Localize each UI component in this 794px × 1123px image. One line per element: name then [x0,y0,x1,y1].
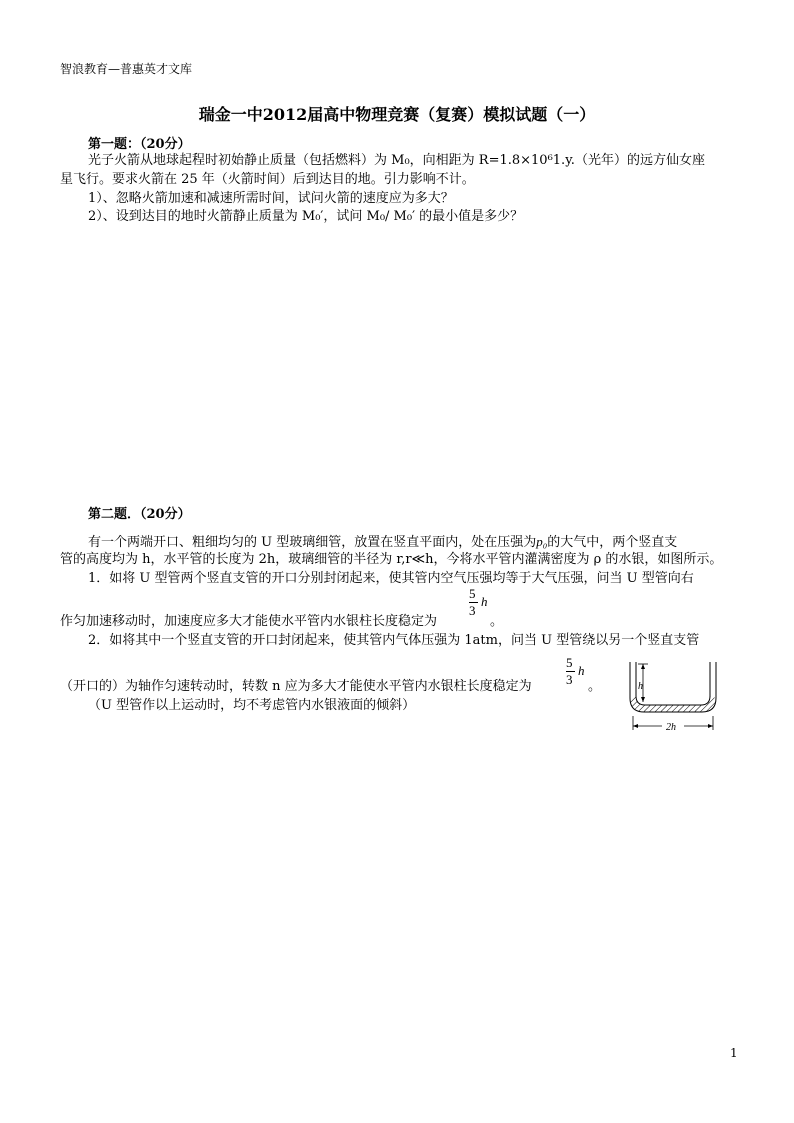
fraction-numerator: 5 [566,655,573,670]
q2-line1-part1: 有一个两端开口、粗细均匀的 U 型玻璃细管，放置在竖直平面内，处在压强为 [88,535,537,550]
arrow-left-icon [633,724,638,728]
q2-line1 [88,532,677,552]
fraction-variable: h [481,594,488,609]
height-label: h [638,681,643,692]
document-source-header: 智浪教育—普惠英才文库 [60,62,193,76]
arrow-up-icon [641,664,645,669]
fraction-denominator: 3 [566,672,573,687]
fraction-variable: h [578,663,585,678]
fraction-numerator: 5 [469,586,476,601]
q2-item1-line1: 1．如将 U 型管两个竖直支管的开口分别封闭起来，使其管内空气压强均等于大气压强，问当 U 型管向右 [88,571,694,586]
p0-symbol: p₀ [536,534,548,549]
q2-note: （U 型管作以上运动时，均不考虑管内水银液面的倾斜） [88,698,416,713]
q2-item2-line1: 2．如将其中一个竖直支管的开口封闭起来，使其管内气体压强为 1atm，问当 U 型管绕以另一个竖直支管 [88,633,700,648]
q1-item2: 2）、设到达目的地时火箭静止质量为 M₀′，试问 M₀/ M₀′ 的最小值是多少？ [88,209,524,224]
fraction-denominator: 3 [469,603,476,618]
q2-heading: 第二题．（20分） [88,507,191,522]
page-title: 瑞金一中2012届高中物理竞赛（复赛）模拟试题（一） [198,105,596,124]
arrow-right-icon [708,724,713,728]
q1-line1: 光子火箭从地球起程时初始静止质量（包括燃料）为 M₀，向相距为 R=1.8×10⁶1.y.（光年）的远方仙女座 [88,153,705,168]
arrow-down-icon [641,697,645,702]
width-label: 2h [666,722,676,733]
q2-line1-part2: 的大气中，两个竖直支 [547,535,678,550]
page-number: 1 [730,1046,738,1060]
q2-item1-line2: 作匀加速移动时，加速度应多大才能使水平管内水银柱长度稳定为 [60,614,438,629]
q2-item1-period: 。 [490,614,504,629]
q1-line2: 星飞行。要求火箭在 25 年（火箭时间）后到达目的地。引力影响不计。 [60,172,475,187]
q2-line2: 管的高度均为 h，水平管的长度为 2h，玻璃细管的半径为 r,r≪h，今将水平管内灌满密度为 ρ 的水银，如图所示。 [60,552,723,567]
q2-item2-line2: （开口的）为轴作匀速转动时，转数 n 应为多大才能使水平管内水银柱长度稳定为 [60,679,532,694]
q1-heading: 第一题：（20分） [88,137,191,152]
q2-item2-period: 。 [588,679,602,694]
q1-item1: 1）、忽略火箭加速和减速所需时间，试问火箭的速度应为多大？ [88,191,454,206]
u-tube-diagram [618,658,728,738]
u-tube-inner-wall [636,662,710,705]
